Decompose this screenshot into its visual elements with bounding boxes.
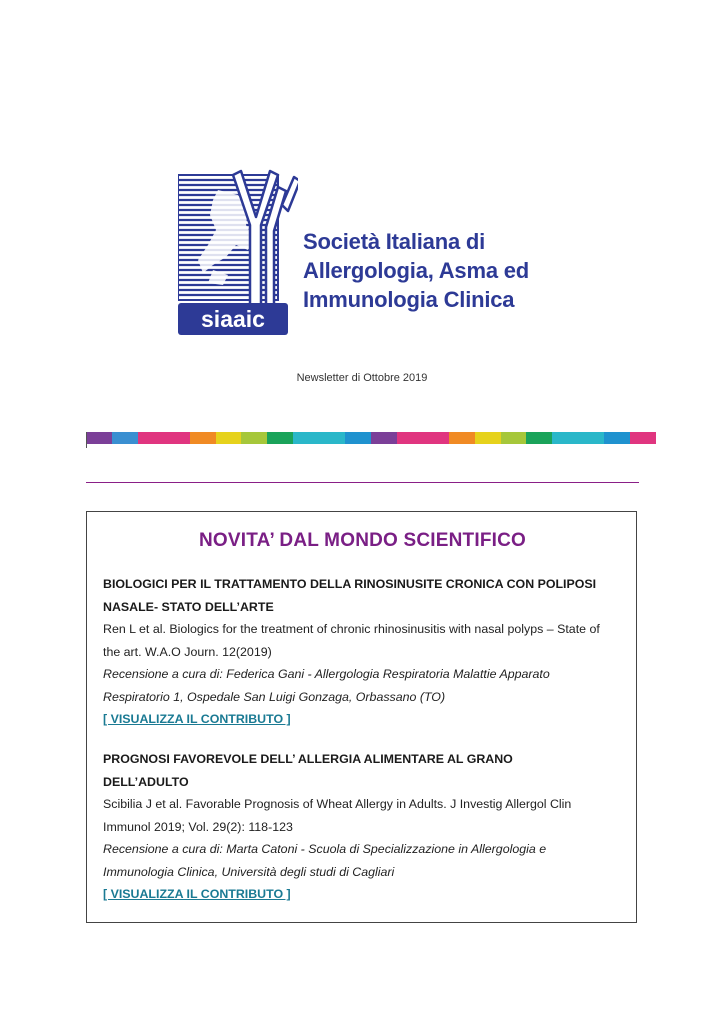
view-contribution-link[interactable]: [ VISUALIZZA IL CONTRIBUTO ]: [103, 887, 291, 901]
article-reviewer: [103, 663, 628, 708]
article-title-line: BIOLOGICI PER IL TRATTAMENTO DELLA RINOSINUSITE CRONICA CON POLIPOSI: [103, 577, 597, 591]
logo-wordmark: siaaic: [201, 306, 265, 332]
color-bar-segment: [397, 432, 423, 444]
color-bar-segment: [138, 432, 164, 444]
society-name: [303, 227, 529, 314]
article-item: [103, 748, 628, 906]
article-title: [103, 748, 628, 793]
color-bar-segment: [86, 432, 112, 444]
article-reference: [103, 618, 628, 663]
article-reviewer: [103, 838, 628, 883]
color-bar-segment: [241, 432, 267, 444]
newsletter-date-label: Newsletter di Ottobre 2019: [296, 372, 428, 384]
article-title-line: NASALE- STATO DELL’ARTE: [103, 599, 274, 614]
decorative-color-bar: [86, 432, 656, 444]
article-reviewer-line: Recensione a cura di: Marta Catoni - Scuola di Specializzazione in Allergologia e: [103, 842, 547, 856]
news-section-box: [86, 511, 637, 923]
section-divider: [86, 482, 639, 483]
society-name-line: Immunologia Clinica: [303, 287, 515, 312]
society-name-line: Società Italiana di: [303, 229, 486, 254]
society-name-line: Allergologia, Asma ed: [303, 258, 530, 283]
color-bar-segment: [293, 432, 319, 444]
color-bar-segment: [423, 432, 449, 444]
divider-tick: [86, 432, 87, 448]
view-contribution-link[interactable]: [ VISUALIZZA IL CONTRIBUTO ]: [103, 712, 291, 726]
color-bar-segment: [112, 432, 138, 444]
article-title-line: PROGNOSI FAVOREVOLE DELL’ ALLERGIA ALIMENTARE AL GRANO: [103, 752, 513, 766]
color-bar-segment: [449, 432, 475, 444]
article-reviewer-line: Respiratorio 1, Ospedale San Luigi Gonzaga, Orbassano (TO): [103, 689, 446, 704]
article-title-line: DELL’ADULTO: [103, 774, 189, 789]
color-bar-segment: [371, 432, 397, 444]
color-bar-segment: [164, 432, 190, 444]
article-reviewer-line: Recensione a cura di: Federica Gani - Allergologia Respiratoria Malattie Apparato: [103, 667, 550, 681]
article-reference-line: the art. W.A.O Journ. 12(2019): [103, 644, 272, 659]
article-reference-line: Scibilia J et al. Favorable Prognosis of Wheat Allergy in Adults. J Investig Allergol Clin: [103, 797, 572, 811]
color-bar-segment: [501, 432, 527, 444]
article-title: [103, 573, 628, 618]
article-reference-line: Immunol 2019; Vol. 29(2): 118-123: [103, 819, 293, 834]
article-item: [103, 573, 628, 731]
siaaic-logo: [178, 165, 548, 340]
color-bar-segment: [604, 432, 630, 444]
color-bar-segment: [190, 432, 216, 444]
color-bar-segment: [319, 432, 345, 444]
color-bar-segment: [475, 432, 501, 444]
color-bar-segment: [267, 432, 293, 444]
color-bar-segment: [345, 432, 371, 444]
section-title: NOVITA’ DAL MONDO SCIENTIFICO: [198, 530, 527, 551]
color-bar-segment: [578, 432, 604, 444]
color-bar-segment: [630, 432, 656, 444]
article-reference: [103, 793, 628, 838]
color-bar-segment: [216, 432, 242, 444]
color-bar-segment: [526, 432, 552, 444]
article-reference-line: Ren L et al. Biologics for the treatment of chronic rhinosinusitis with nasal polyps – State of: [103, 622, 600, 636]
article-reviewer-line: Immunologia Clinica, Università degli studi di Cagliari: [103, 864, 395, 879]
color-bar-segment: [552, 432, 578, 444]
